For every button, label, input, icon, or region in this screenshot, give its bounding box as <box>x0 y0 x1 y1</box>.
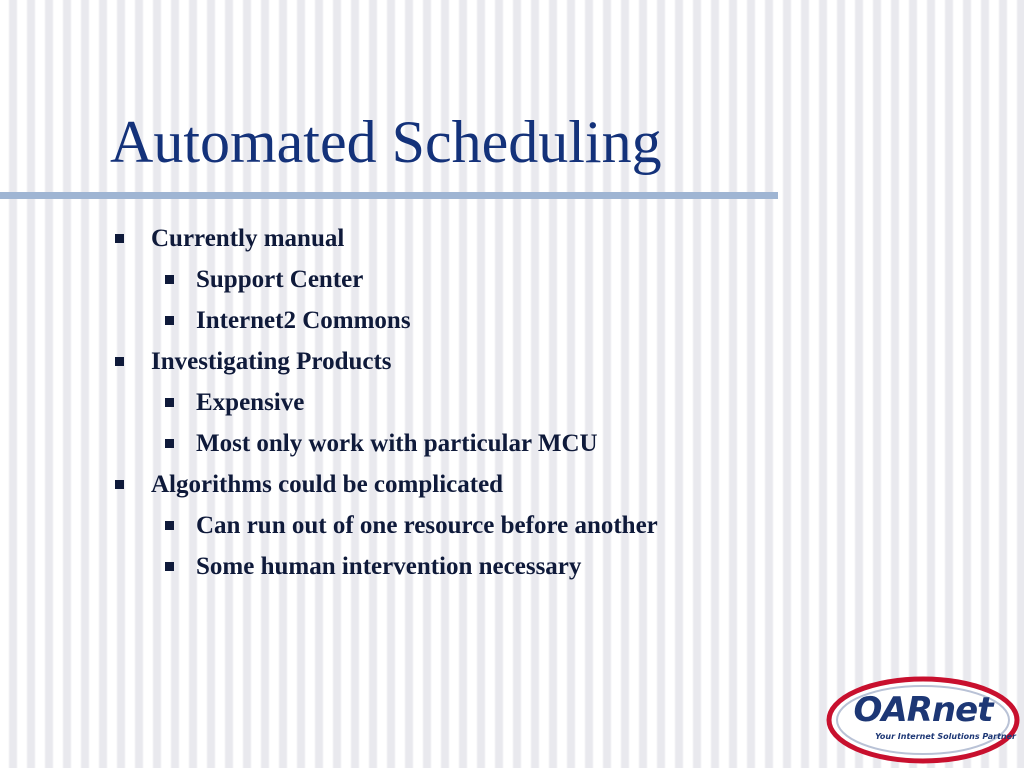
sub-bullet-text: Support Center <box>196 266 364 293</box>
sub-bullet-item <box>0 382 658 423</box>
slide-title: Automated Scheduling <box>110 109 662 175</box>
sub-bullet-item <box>0 423 658 464</box>
square-bullet-icon <box>165 562 174 571</box>
sub-bullet-item <box>0 546 658 587</box>
sub-bullet-item <box>0 259 658 300</box>
bullet-item <box>0 218 658 259</box>
logo-wordmark: OARnet <box>853 690 993 730</box>
square-bullet-icon <box>165 398 174 407</box>
square-bullet-icon <box>165 316 174 325</box>
sub-bullet-item <box>0 300 658 341</box>
oarnet-logo <box>826 676 1020 764</box>
bullet-text: Investigating Products <box>151 348 392 375</box>
sub-bullet-text: Expensive <box>196 389 305 416</box>
sub-bullet-text: Some human intervention necessary <box>196 553 582 580</box>
bullet-item <box>0 341 658 382</box>
square-bullet-icon <box>115 357 124 366</box>
bullet-list <box>0 218 658 587</box>
square-bullet-icon <box>165 275 174 284</box>
title-divider <box>0 192 778 199</box>
square-bullet-icon <box>165 521 174 530</box>
bullet-item <box>0 464 658 505</box>
square-bullet-icon <box>115 234 124 243</box>
square-bullet-icon <box>115 480 124 489</box>
bullet-text: Algorithms could be complicated <box>151 471 504 498</box>
sub-bullet-item <box>0 505 658 546</box>
square-bullet-icon <box>165 439 174 448</box>
sub-bullet-text: Most only work with particular MCU <box>196 430 598 457</box>
logo-tagline: Your Internet Solutions Partner <box>875 732 1016 741</box>
sub-bullet-text: Can run out of one resource before another <box>196 512 658 539</box>
bullet-text: Currently manual <box>151 225 345 252</box>
sub-bullet-text: Internet2 Commons <box>196 307 411 334</box>
